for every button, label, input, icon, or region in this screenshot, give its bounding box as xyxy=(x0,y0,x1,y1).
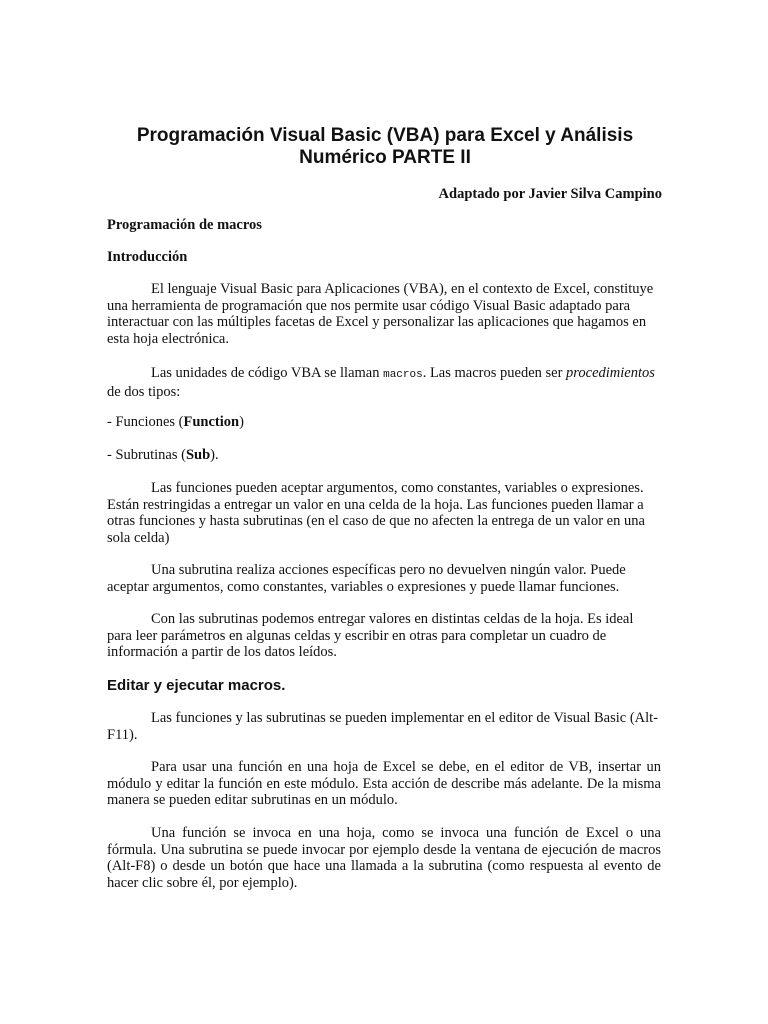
section-heading-edit: Editar y ejecutar macros. xyxy=(107,677,286,694)
document-title-line1: Programación Visual Basic (VBA) para Excel y Análisis xyxy=(136,125,634,146)
units-text-3: de dos tipos: xyxy=(107,383,181,400)
document-title-line2: Numérico PARTE II xyxy=(299,147,471,168)
macros-code-term: macros xyxy=(383,369,423,381)
subroutines-values-paragraph: Con las subrutinas podemos entregar valores en distintas celdas de la hoja. Es ideal para leer parámetros en algunas celdas y escribir en otras para completar un cuadro de información a partir de los datos leídos. xyxy=(107,611,634,661)
list-item-subs xyxy=(107,447,661,464)
units-paragraph xyxy=(107,365,661,400)
function-keyword: Function xyxy=(183,414,240,430)
editor-paragraph: Las funciones y las subrutinas se pueden implementar en el editor de Visual Basic (Alt-F11). xyxy=(107,710,659,743)
document-title xyxy=(100,125,670,169)
module-paragraph: Para usar una función en una hoja de Excel se debe, en el editor de VB, insertar un módulo y editar la función en este módulo. Esta acción de describe más adelante. De la misma manera se pueden editar subrutinas en un módulo. xyxy=(107,759,661,809)
list-subs-suffix: ). xyxy=(210,447,219,463)
intro-paragraph: El lenguaje Visual Basic para Aplicaciones (VBA), en el contexto de Excel, constituye una herramienta de programación que nos permite usar código Visual Basic adaptado para interactuar con las múltiples facetas de Excel y personalizar las aplicaciones que hagamos en esta hoja electrónica. xyxy=(107,281,654,347)
section-heading-intro: Introducción xyxy=(107,249,188,265)
section-heading-macros: Programación de macros xyxy=(107,217,262,233)
list-item-functions xyxy=(107,414,661,431)
functions-paragraph: Las funciones pueden aceptar argumentos, como constantes, variables o expresiones. Están restringidas a entregar un valor en una celda de la hoja. Las funciones pueden llamar a otras funciones y hasta subrutinas (en el caso de que no afecten la entrega de un valor en una sola celda) xyxy=(107,480,645,546)
units-text-2: . Las macros pueden ser xyxy=(422,365,567,381)
invoke-paragraph: Una función se invoca en una hoja, como se invoca una función de Excel o una fórmula. Una subrutina se puede invocar por ejemplo desde la ventana de ejecución de macros (Alt-F8) o desde un botón que hace una llamada a la subrutina (como respuesta al evento de hacer clic sobre él, por ejemplo). xyxy=(107,825,661,891)
procedimientos-term: procedimientos xyxy=(566,365,655,381)
sub-keyword: Sub xyxy=(185,447,211,463)
list-functions-prefix: - Funciones ( xyxy=(107,414,184,430)
list-functions-suffix: ) xyxy=(239,414,244,430)
list-subs-prefix: - Subrutinas ( xyxy=(107,447,186,463)
author-credit: Adaptado por Javier Silva Campino xyxy=(438,186,662,202)
units-text-1: Las unidades de código VBA se llaman xyxy=(151,365,384,381)
subroutine-paragraph: Una subrutina realiza acciones específicas pero no devuelven ningún valor. Puede aceptar argumentos, como constantes, variables o expresiones y puede llamar funciones. xyxy=(107,562,626,595)
